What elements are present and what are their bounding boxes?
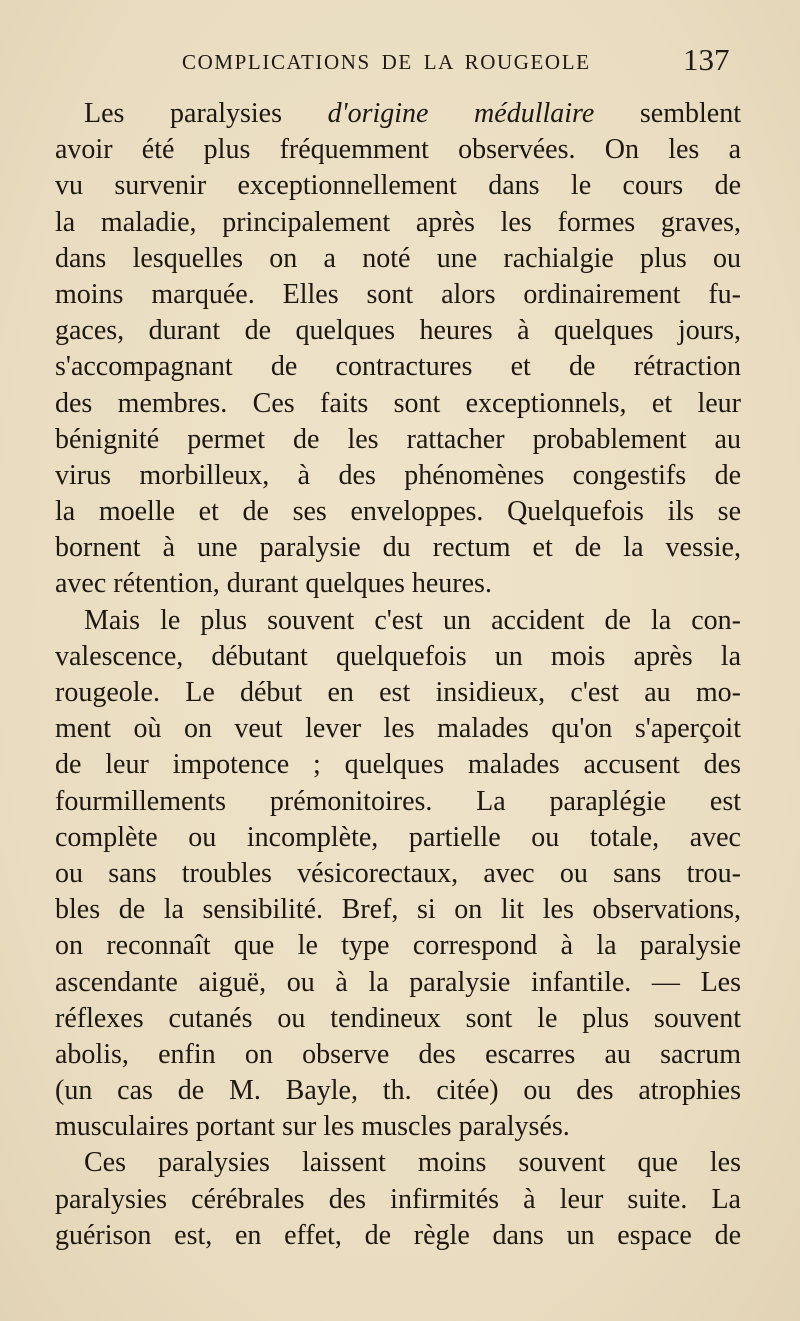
- text-line: gaces, durant de quelques heures à quelques jours,: [55, 315, 741, 347]
- text-line: valescence, débutant quelquefois un mois après la: [55, 640, 741, 672]
- text-line: bornent à une paralysie du rectum et de la vessie,: [55, 532, 741, 564]
- text-line: réflexes cutanés ou tendineux sont le plus souvent: [55, 1002, 741, 1034]
- text-line: guérison est, en effet, de règle dans un espace de: [55, 1219, 741, 1251]
- text-line: la moelle et de ses enveloppes. Quelquefois ils se: [55, 496, 741, 528]
- text-line: rougeole. Le début en est insidieux, c'est au mo-: [55, 677, 741, 708]
- text-line: musculaires portant sur les muscles paralysés.: [55, 1111, 570, 1143]
- text-line: ascendante aiguë, ou à la paralysie infantile. — Les: [55, 966, 741, 998]
- text-line: ou sans troubles vésicorectaux, avec ou sans trou-: [55, 857, 741, 889]
- text-segment: Les paralysies: [84, 98, 328, 129]
- text-line: bénignité permet de les rattacher probablement au: [55, 423, 741, 455]
- text-line: des membres. Ces faits sont exceptionnels, et leur: [55, 387, 741, 419]
- text-line: avec rétention, durant quelques heures.: [55, 568, 492, 600]
- page-number: 137: [683, 42, 730, 77]
- text-line: virus morbilleux, à des phénomènes congestifs de: [55, 459, 741, 491]
- running-title: COMPLICATIONS DE LA ROUGEOLE: [182, 50, 591, 74]
- italic-phrase: d'origine médullaire: [327, 98, 595, 129]
- text-line: on reconnaît que le type correspond à la paralysie: [55, 930, 741, 962]
- text-line: la maladie, principalement après les formes graves,: [55, 206, 741, 238]
- text-line: bles de la sensibilité. Bref, si on lit les observations,: [55, 894, 741, 926]
- page-header: [0, 42, 800, 92]
- text-line: de leur impotence ; quelques malades accusent des: [55, 749, 741, 781]
- text-line: ment où on veut lever les malades qu'on s'aperçoit: [55, 713, 741, 745]
- body-text: [55, 96, 741, 1254]
- text-line: [55, 96, 741, 132]
- text-line: Ces paralysies laissent moins souvent que les: [84, 1147, 741, 1179]
- text-line: dans lesquelles on a noté une rachialgie plus ou: [55, 242, 741, 274]
- text-line: s'accompagnant de contractures et de rétraction: [55, 351, 741, 383]
- text-line: moins marquée. Elles sont alors ordinairement fu-: [55, 278, 741, 310]
- text-line: vu survenir exceptionnellement dans le cours de: [55, 170, 741, 202]
- text-line: paralysies cérébrales des infirmités à leur suite. La: [55, 1183, 741, 1215]
- text-line: Mais le plus souvent c'est un accident de la con-: [84, 604, 741, 636]
- text-segment: semblent: [594, 98, 741, 129]
- text-line: avoir été plus fréquemment observées. On les a: [55, 134, 741, 166]
- text-line: (un cas de M. Bayle, th. citée) ou des atrophies: [55, 1075, 741, 1107]
- text-line: fourmillements prémonitoires. La paraplégie est: [55, 785, 741, 817]
- text-line: abolis, enfin on observe des escarres au sacrum: [55, 1038, 741, 1070]
- text-line: complète ou incomplète, partielle ou totale, avec: [55, 821, 741, 853]
